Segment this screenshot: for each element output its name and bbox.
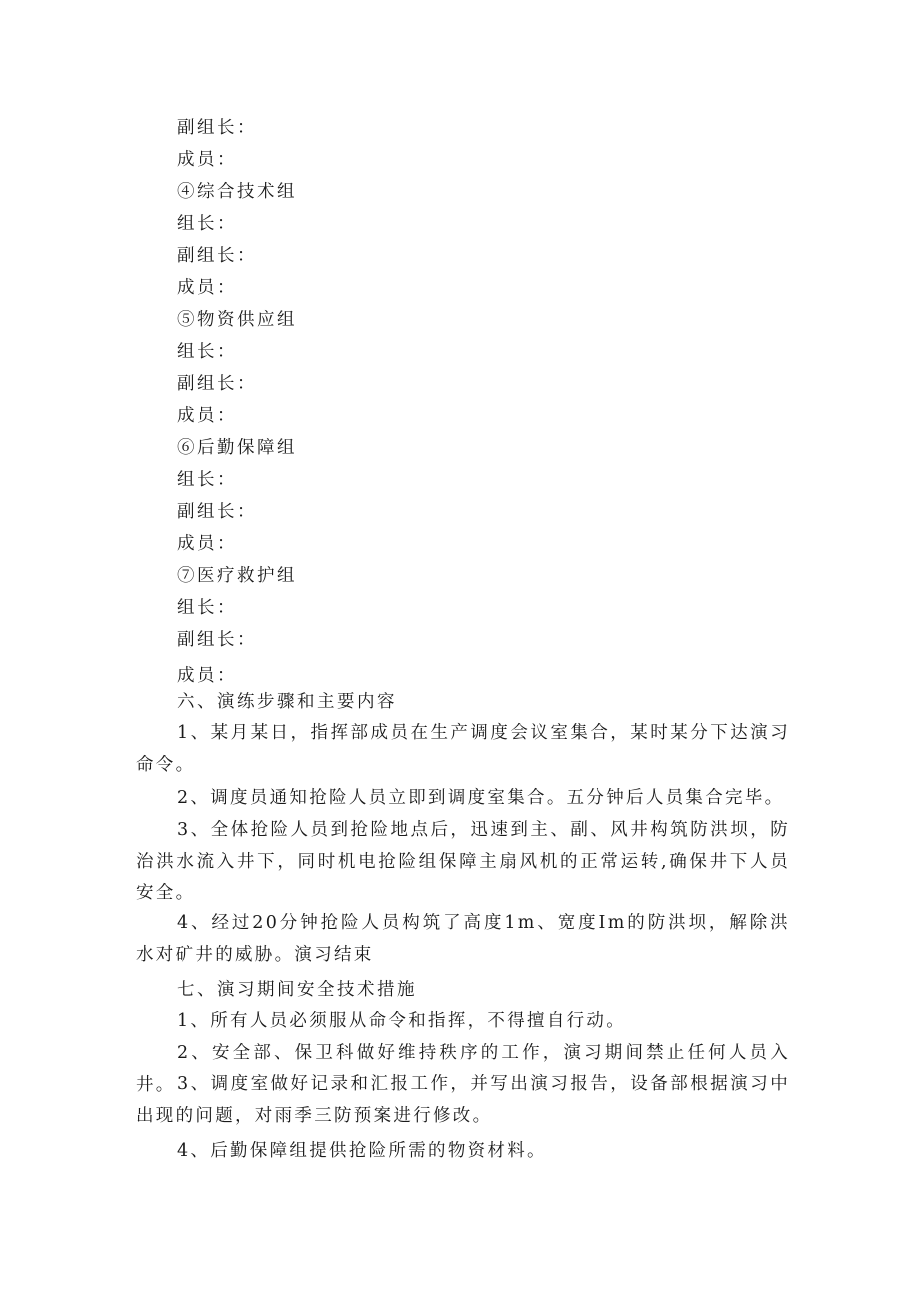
paragraph: 4、后勤保障组提供抢险所需的物资材料。 <box>177 1141 547 1161</box>
role-line: 副组长： <box>177 246 257 266</box>
role-line: 组长： <box>177 342 237 362</box>
role-line: 组长： <box>177 214 237 234</box>
role-line: 成员： <box>177 406 237 426</box>
paragraph: 2、调度员通知抢险人员立即到调度室集合。五分钟后人员集合完毕。 <box>177 788 785 808</box>
paragraph: 1、所有人员必须服从命令和指挥，不得擅自行动。 <box>177 1011 627 1031</box>
paragraph: 4、经过20分钟抢险人员构筑了高度1m、宽度Im的防洪坝，解除洪水对矿井的威胁。演习结束 <box>136 913 790 965</box>
paragraph: 3、全体抢险人员到抢险地点后，迅速到主、副、风井构筑防洪坝，防治洪水流入井下，同时机电抢险组保障主扇风机的正常运转,确保井下人员安全。 <box>136 820 790 903</box>
role-line: 成员： <box>177 150 237 170</box>
group-title: ④综合技术组 <box>177 182 297 202</box>
role-line: 成员： <box>177 666 237 686</box>
role-line: 成员： <box>177 534 237 554</box>
group-title: ⑦医疗救护组 <box>177 566 297 586</box>
role-line: 成员： <box>177 278 237 298</box>
paragraph: 2、安全部、保卫科做好维持秩序的工作，演习期间禁止任何人员入井。 <box>136 1043 790 1095</box>
role-line: 副组长： <box>177 374 257 394</box>
group-title: ⑤物资供应组 <box>177 310 297 330</box>
paragraph: 1、某月某日，指挥部成员在生产调度会议室集合，某时某分下达演习命令。 <box>136 723 790 775</box>
role-line: 副组长： <box>177 502 257 522</box>
group-title: ⑥后勤保障组 <box>177 438 297 458</box>
section-heading: 六、演练步骤和主要内容 <box>177 692 397 712</box>
paragraph: 3、调度室做好记录和汇报工作，并写出演习报告，设备部根据演习中出现的问题，对雨季三防预案进行修改。 <box>136 1074 790 1126</box>
role-line: 组长： <box>177 598 237 618</box>
section-heading: 七、演习期间安全技术措施 <box>177 980 417 1000</box>
role-line: 副组长： <box>177 630 257 650</box>
role-line: 组长： <box>177 470 237 490</box>
role-line: 副组长： <box>177 118 257 138</box>
